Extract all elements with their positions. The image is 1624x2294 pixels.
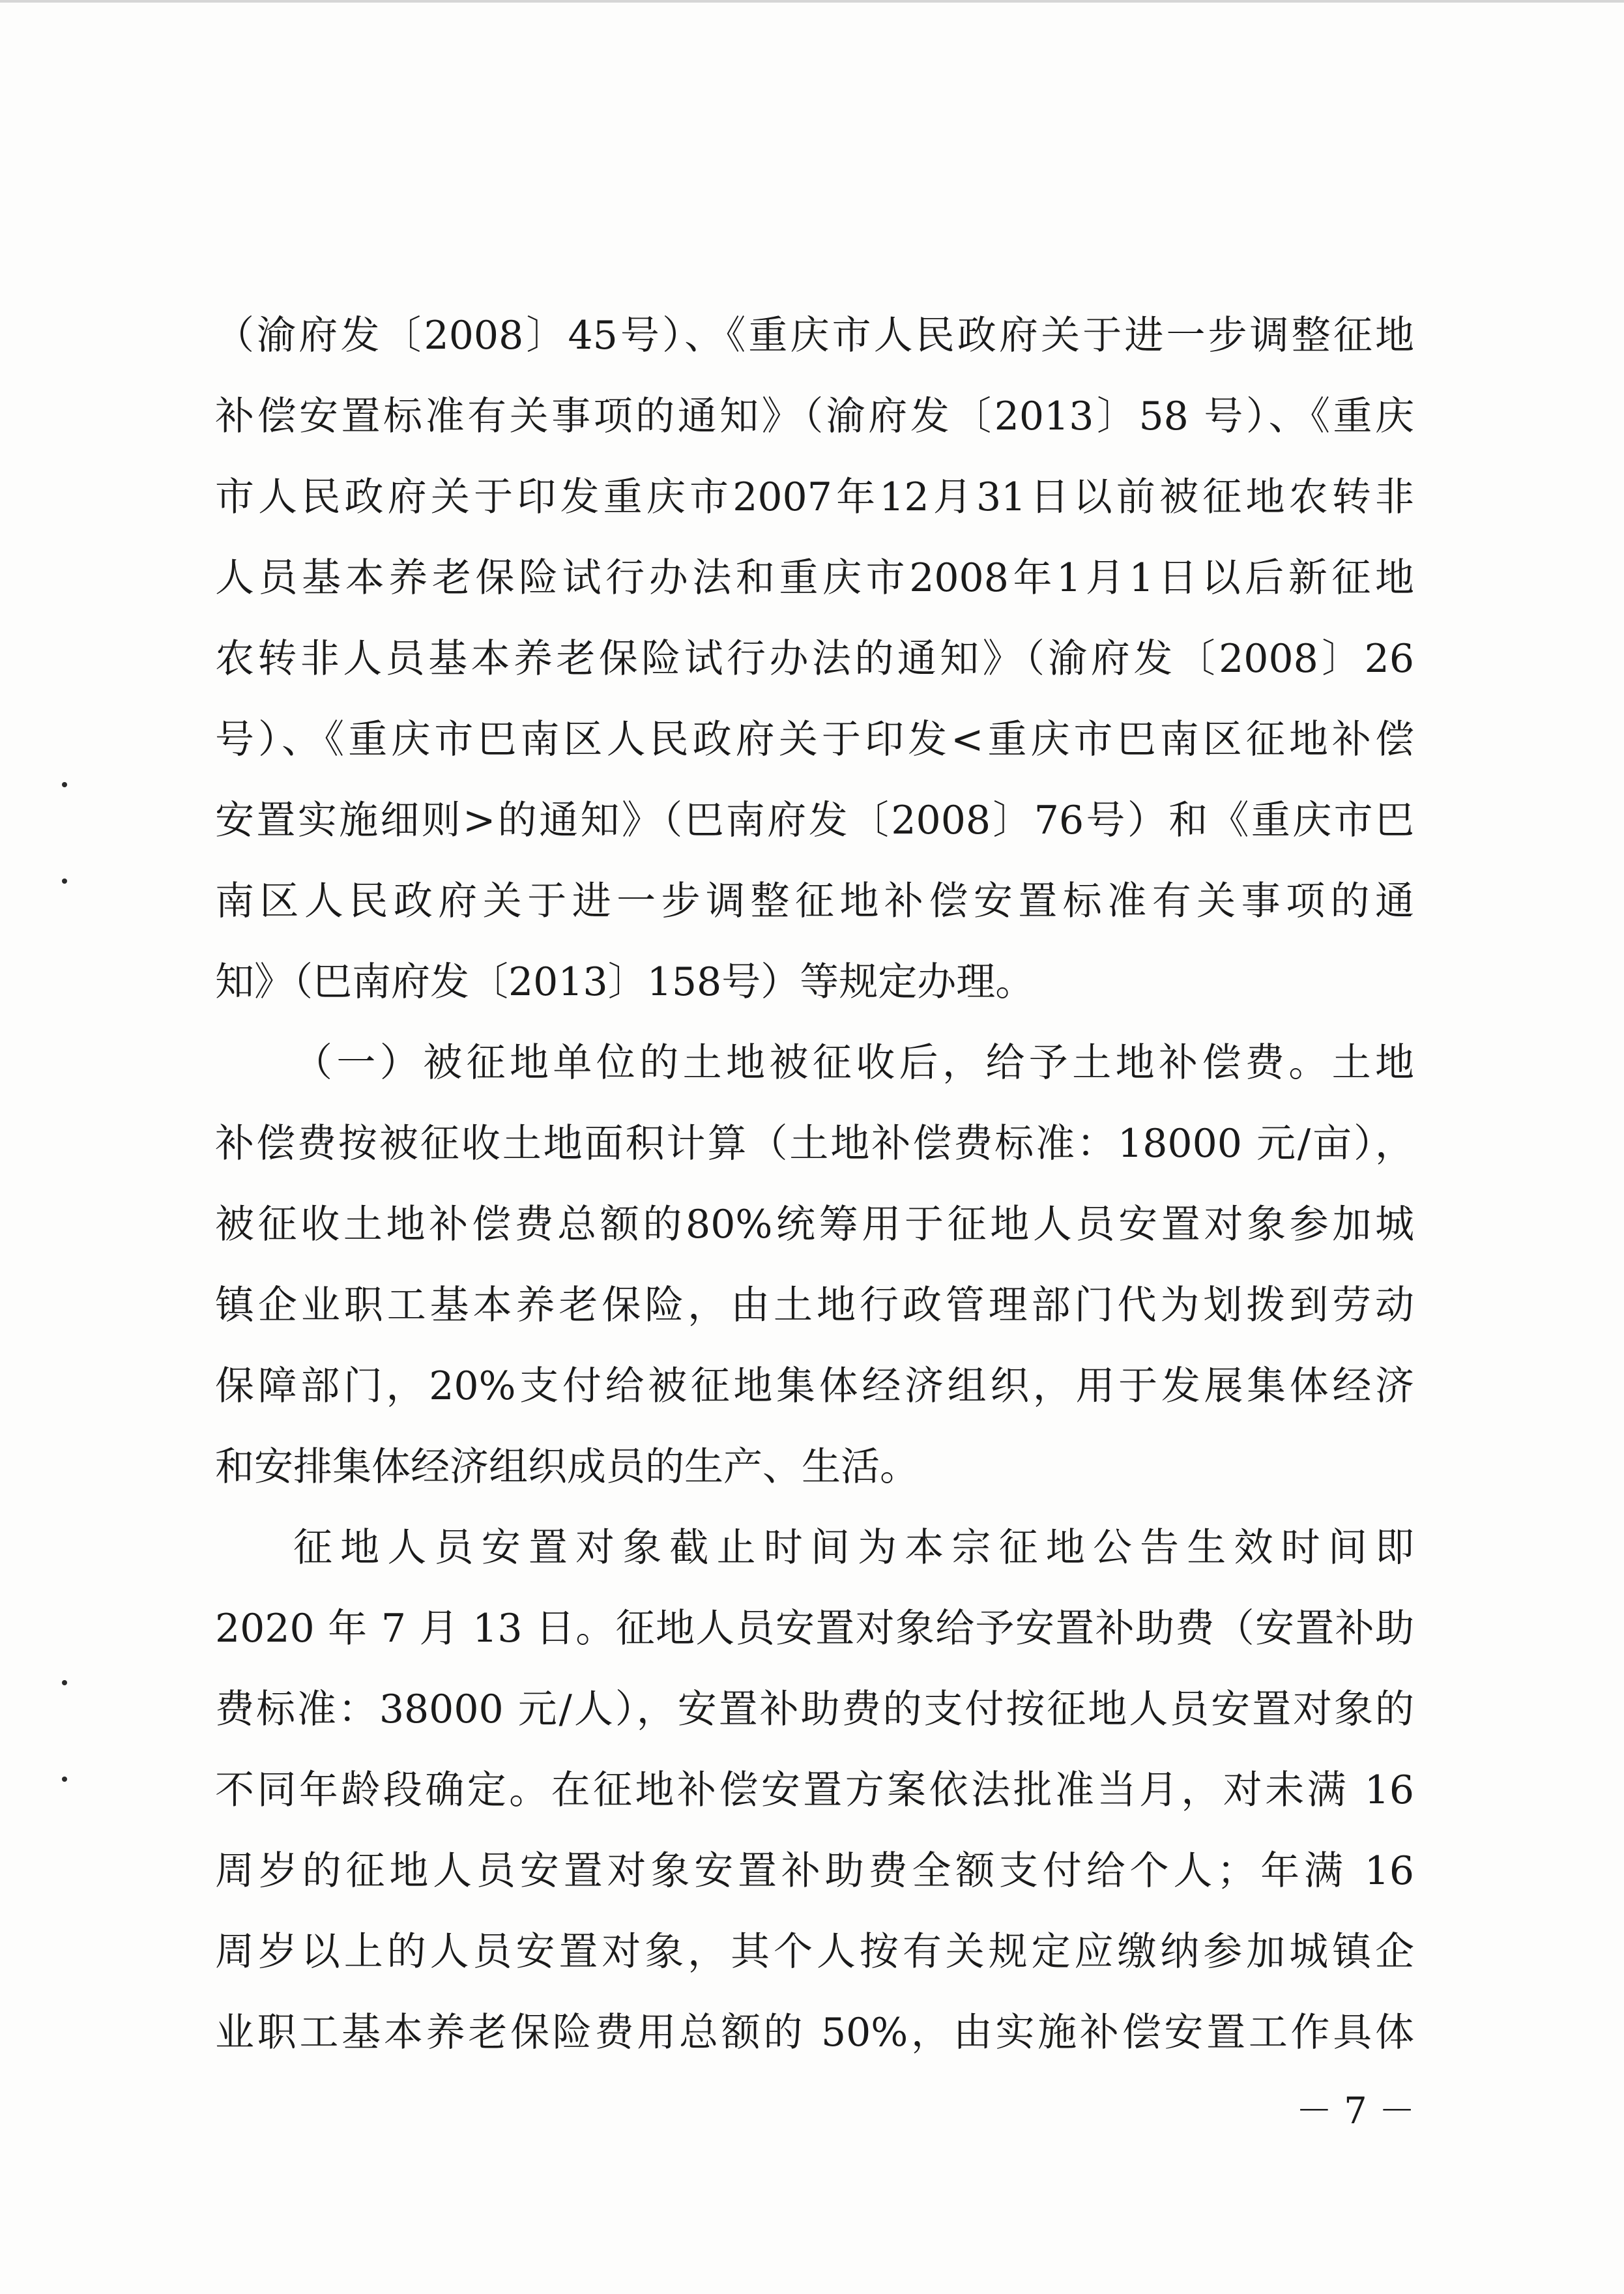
body-text-line: 号）、《重庆市巴南区人民政府关于印发<重庆市巴南区征地补偿 — [215, 717, 1414, 762]
body-text-line: 市人民政府关于印发重庆市2007年12月31日以前被征地农转非 — [215, 474, 1414, 520]
binding-hole-mark — [62, 1777, 67, 1782]
body-text-line: 人员基本养老保险试行办法和重庆市2008年1月1日以后新征地 — [215, 555, 1414, 601]
binding-hole-mark — [62, 878, 67, 884]
body-text-line: 不同年龄段确定。在征地补偿安置方案依法批准当月，对未满 16 — [215, 1767, 1414, 1813]
body-text-line: 周岁的征地人员安置对象安置补助费全额支付给个人；年满 16 — [215, 1848, 1414, 1894]
body-text-line: 南区人民政府关于进一步调整征地补偿安置标准有关事项的通 — [215, 878, 1414, 924]
body-text-line: 周岁以上的人员安置对象，其个人按有关规定应缴纳参加城镇企 — [215, 1929, 1414, 1975]
body-text-line: 费标准：38000 元/人），安置补助费的支付按征地人员安置对象的 — [215, 1687, 1414, 1732]
page-number: － 7 － — [1296, 2090, 1415, 2132]
paragraph-first-line: 征地人员安置对象截止时间为本宗征地公告生效时间即 — [293, 1525, 1414, 1571]
body-text-line: 业职工基本养老保险费用总额的 50%，由实施补偿安置工作具体 — [215, 2010, 1414, 2055]
body-text-line: 农转非人员基本养老保险试行办法的通知》（渝府发〔2008〕26 — [215, 636, 1414, 682]
binding-hole-mark — [62, 782, 67, 787]
body-text-line: 被征收土地补偿费总额的80%统筹用于征地人员安置对象参加城 — [215, 1202, 1414, 1247]
body-text-line: 保障部门，20%支付给被征地集体经济组织，用于发展集体经济 — [215, 1363, 1414, 1409]
scan-top-edge — [0, 0, 1624, 3]
body-text-line: 和安排集体经济组织成员的生产、生活。 — [215, 1444, 919, 1490]
binding-hole-mark — [62, 1680, 67, 1685]
paragraph-first-line: （一）被征地单位的土地被征收后，给予土地补偿费。土地 — [293, 1040, 1414, 1086]
body-text-line: 镇企业职工基本养老保险，由土地行政管理部门代为划拨到劳动 — [215, 1283, 1414, 1328]
body-text-line: 2020 年 7 月 13 日。征地人员安置对象给予安置补助费（安置补助 — [215, 1606, 1414, 1651]
body-text-line: 补偿费按被征收土地面积计算（土地补偿费标准：18000 元/亩）， — [215, 1121, 1414, 1167]
body-text-line: 知》（巴南府发〔2013〕158号）等规定办理。 — [215, 959, 1035, 1005]
body-text-line: 安置实施细则>的通知》（巴南府发〔2008〕76号）和《重庆市巴 — [215, 798, 1414, 843]
body-text-line: 补偿安置标准有关事项的通知》（渝府发〔2013〕58 号）、《重庆 — [215, 394, 1414, 439]
body-text-line: （渝府发〔2008〕45号）、《重庆市人民政府关于进一步调整征地 — [215, 313, 1414, 358]
